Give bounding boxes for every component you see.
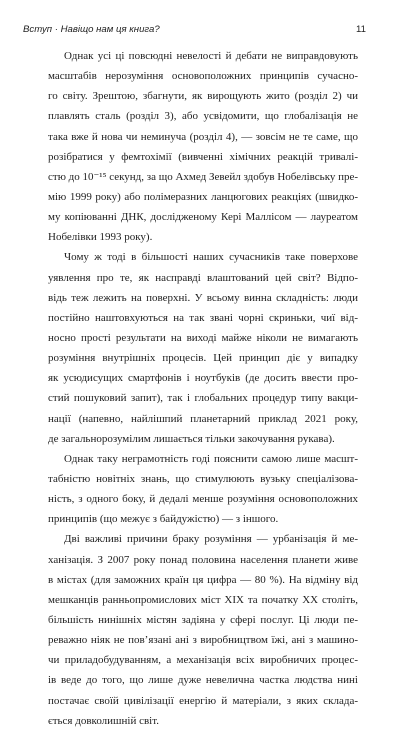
text-line: ів веде до того, що лише дуже невелична частка людства нині: [48, 674, 358, 687]
text-line: Однак усі ці повсюдні невелості й дебати не виправдовують: [64, 50, 358, 62]
text-line: стий пошуковий запит), так і глобальних процедур типу вакци-: [48, 392, 358, 405]
text-line: Чому ж тоді в більшості наших сучасників таке поверхове: [64, 251, 358, 264]
text-line: стю до 10⁻¹⁵ секунд, за що Ахмед Зевейл здобув Нобелівську пре-: [48, 170, 359, 183]
text-line: табністю новітніх знань, що стимулюють вузьку спеціалізова-: [48, 472, 358, 485]
text-line: уявлення про те, як насправді влаштований цей світ? Відпо-: [48, 271, 358, 284]
text-line: реважно ніяк не пов’язані ані з виробництвом їжі, ані з машино-: [48, 634, 358, 647]
text-line: носно прості результати на виході майже ніколи не вимагають: [48, 331, 358, 344]
running-head: Вступ · Навіщо нам ця книга?: [23, 24, 160, 35]
text-line: му копіюванні ДНК, дослідженому Кері Маллісом — лауреатом: [48, 211, 358, 224]
text-line: Нобелівки 1993 року).: [48, 231, 153, 244]
text-line: така вже й нова чи неминуча (розділ 4), — зовсім не те саме, що: [48, 130, 358, 143]
text-line: де загальнорозумілим лишається тільки закочування рукава).: [48, 432, 335, 445]
text-line: Однак таку неграмотність годі пояснити самою лише масшт-: [64, 452, 358, 465]
text-line: ність, з одного боку, й дедалі менше розуміння основоположних: [48, 493, 358, 506]
page-number: 11: [356, 24, 366, 35]
paragraph: [48, 46, 358, 247]
text-line: розуміння внутрішніх процесів. Цей принцип діє у випадку: [48, 352, 358, 365]
paragraph: [48, 529, 358, 730]
text-line: мешканців ранньопромислових міст XIX та початку XX століть,: [48, 593, 358, 606]
text-line: постачає своїй цивілізації енергію й матеріали, з яких склада-: [48, 694, 358, 707]
text-line: відь теж лежить на поверхні. У всьому винна складність: люди: [48, 291, 358, 304]
text-line: нації (напевно, найлішпий планетарний приклад 2021 року,: [48, 412, 358, 425]
text-line: розібратися у фемтохімії (вивченні хімічних реакцій тривалі-: [48, 150, 358, 163]
text-line: більшість нинішніх містян задіяна у сфері послуг. Ці люди пе-: [48, 613, 358, 626]
text-line: чи приладобудуванням, а механізація всіх виробничих процес-: [48, 654, 358, 667]
body-text: [48, 46, 358, 731]
text-line: постійно наштовхуються на так звані чорні скриньки, чиї від-: [48, 311, 358, 324]
paragraph: [48, 449, 358, 530]
text-line: в містах (для заможних країн ця цифра — 80 %). На відміну від: [48, 573, 358, 586]
text-line: ханізація. З 2007 року понад половина населення планети живе: [48, 553, 358, 566]
text-line: Дві важливі причини браку розуміння — урбанізація й ме-: [64, 533, 358, 546]
text-line: масштабів нерозуміння основоположних принципів сучасно-: [48, 70, 358, 83]
text-line: плавлять сталь (розділ 3), або усвідомити, що глобалізація не: [48, 110, 358, 123]
paragraph: [48, 247, 358, 448]
text-line: го світу. Зрештою, збагнути, як вирощують жито (розділ 2) чи: [48, 90, 358, 103]
text-line: як усюдисущих смартфонів і ноутбуків (де досить ввести про-: [48, 372, 358, 385]
text-line: ється довколишній світ.: [48, 714, 159, 727]
text-line: мію 1999 року) або полімеразних ланцюгових реакціях (швидко-: [48, 190, 358, 203]
text-line: принципів (що межує з байдужістю) — з іншого.: [48, 513, 279, 526]
